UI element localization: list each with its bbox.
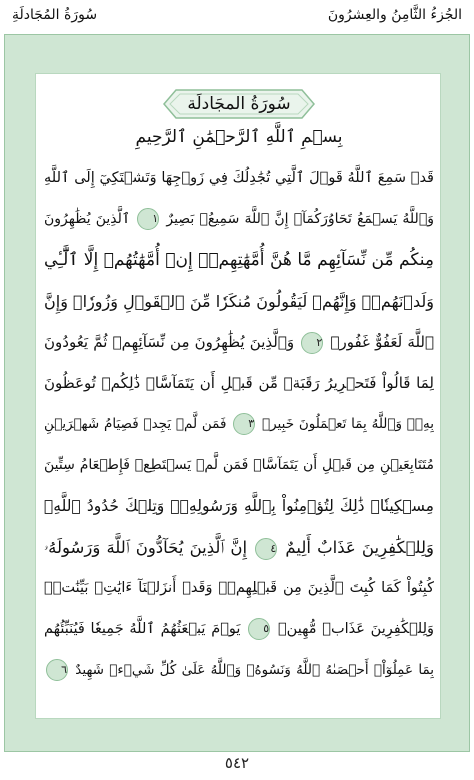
verse-text: كُبِتُواْ كَمَا كُبِتَ ٱلَّذِينَ مِن قَبۡلِهِمۡۚ وَقَدۡ أَنزَلۡنَآ ءَايَٰتِۭ بَيِّنَٰتٖۚ	[44, 580, 434, 596]
verse-line	[44, 609, 434, 650]
ayah-marker-icon: ٤	[255, 538, 277, 560]
verse-text: ٱللَّهَ لَعَفُوٌّ غَفُورٞ	[330, 333, 434, 351]
ayah-marker-icon: ٢	[301, 332, 323, 354]
verse-line	[44, 240, 434, 281]
surah-title: سُورَةُ المجَادلَة	[187, 94, 291, 114]
verse-line	[44, 486, 434, 527]
page-frame	[4, 34, 470, 752]
ayah-marker-icon: ٦	[46, 659, 68, 681]
verse-text: بِمَا عَمِلُوٓاْۚ أَحۡصَىٰهُ ٱللَّهُ وَنَسُوهُۚ وَٱللَّهُ عَلَىٰ كُلِّ شَيۡءٖ شَهِيدٌ	[75, 662, 434, 678]
ayah-marker-icon: ٥	[248, 618, 270, 640]
verse-line	[44, 404, 434, 445]
verse-text: وَلِلۡكَٰفِرِينَ عَذَابٌ أَلِيمٌ	[285, 538, 434, 557]
verse-line	[44, 363, 434, 404]
verse-text: وَٱلَّذِينَ يُظَٰهِرُونَ مِن نِّسَآئِهِمۡ ثُمَّ يَعُودُونَ	[44, 333, 300, 351]
verse-text: إِنَّ ٱلَّذِينَ يُحَآدُّونَ ٱللَّهَ وَرَسُولَهُۥ	[44, 538, 254, 557]
verse-text: وَٱللَّهُ يَسۡمَعُ تَحَاوُرَكُمَآۚ إِنَّ ٱللَّهَ سَمِيعُۢ بَصِيرٌ	[166, 211, 434, 227]
verse-line	[44, 199, 434, 240]
verse-line	[44, 322, 434, 363]
page-header	[0, 0, 474, 30]
verse-text: ٱلَّذِينَ يُظَٰهِرُونَ	[44, 211, 136, 227]
page-number: ٥٤٢	[224, 754, 250, 772]
verse-text: فَمَن لَّمۡ يَجِدۡ فَصِيَامُ شَهۡرَيۡنِ	[44, 416, 232, 432]
verse-text: لِمَا قَالُواْ فَتَحۡرِيرُ رَقَبَةٖ مِّن قَبۡلِ أَن يَتَمَآسَّاۚ ذَٰلِكُمۡ تُوعَظُونَ	[44, 374, 434, 392]
verse-text: قَدۡ سَمِعَ ٱللَّهُ قَوۡلَ ٱلَّتِي تُجَٰدِلُكَ فِي زَوۡجِهَا وَتَشۡتَكِيٓ إِلَى ٱللَّهِ	[44, 170, 434, 186]
verse-text: وَلَدۡنَهُمۡۚ وَإِنَّهُمۡ لَيَقُولُونَ مُنكَرٗا مِّنَ ٱلۡقَوۡلِ وَزُورٗاۚ وَإِنَّ	[44, 292, 434, 311]
ayah-marker-icon: ١	[137, 208, 159, 230]
verse-line	[44, 568, 434, 609]
verse-text: يَوۡمَ يَبۡعَثُهُمُ ٱللَّهُ جَمِيعٗا فَيُنَبِّئُهُم	[44, 621, 247, 637]
verse-text: وَلِلۡكَٰفِرِينَ عَذَابٞ مُّهِينٞ	[277, 621, 434, 637]
verse-line	[44, 445, 434, 486]
juz-name-header: الجُزءُ الثَّامِنُ والعِشرُونَ	[327, 7, 462, 23]
verse-text: مُتَتَابِعَيۡنِ مِن قَبۡلِ أَن يَتَمَآسَّاۖ فَمَن لَّمۡ يَسۡتَطِعۡ فَإِطۡعَامُ سِتِّينَ	[44, 457, 434, 473]
verse-line	[44, 158, 434, 199]
verse-lines	[44, 158, 434, 691]
basmala: بِسۡمِ ٱللَّهِ ٱلرَّحۡمَٰنِ ٱلرَّحِيمِ	[135, 127, 343, 147]
surah-title-cartouche	[154, 84, 324, 124]
verse-line	[44, 650, 434, 691]
verse-line	[44, 527, 434, 568]
surah-name-header: سُورَةُ المُجَادلَةِ	[12, 7, 98, 23]
text-panel	[35, 73, 441, 719]
verse-text: مِسۡكِينٗاۚ ذَٰلِكَ لِتُؤۡمِنُواْ بِٱللَّهِ وَرَسُولِهِۦۚ وَتِلۡكَ حُدُودُ ٱللَّهِۗ	[44, 497, 434, 515]
verse-text: مِنكُم مِّن نِّسَآئِهِم مَّا هُنَّ أُمَّهَٰتِهِمۡۖ إِنۡ أُمَّهَٰتُهُمۡ إِلَّا ٱلَّٰٓـِٔي	[44, 250, 434, 270]
verse-text: بِهِۦۚ وَٱللَّهُ بِمَا تَعۡمَلُونَ خَبِيرٞ	[262, 416, 434, 432]
ayah-marker-icon: ٣	[233, 413, 255, 435]
verse-line	[44, 281, 434, 322]
